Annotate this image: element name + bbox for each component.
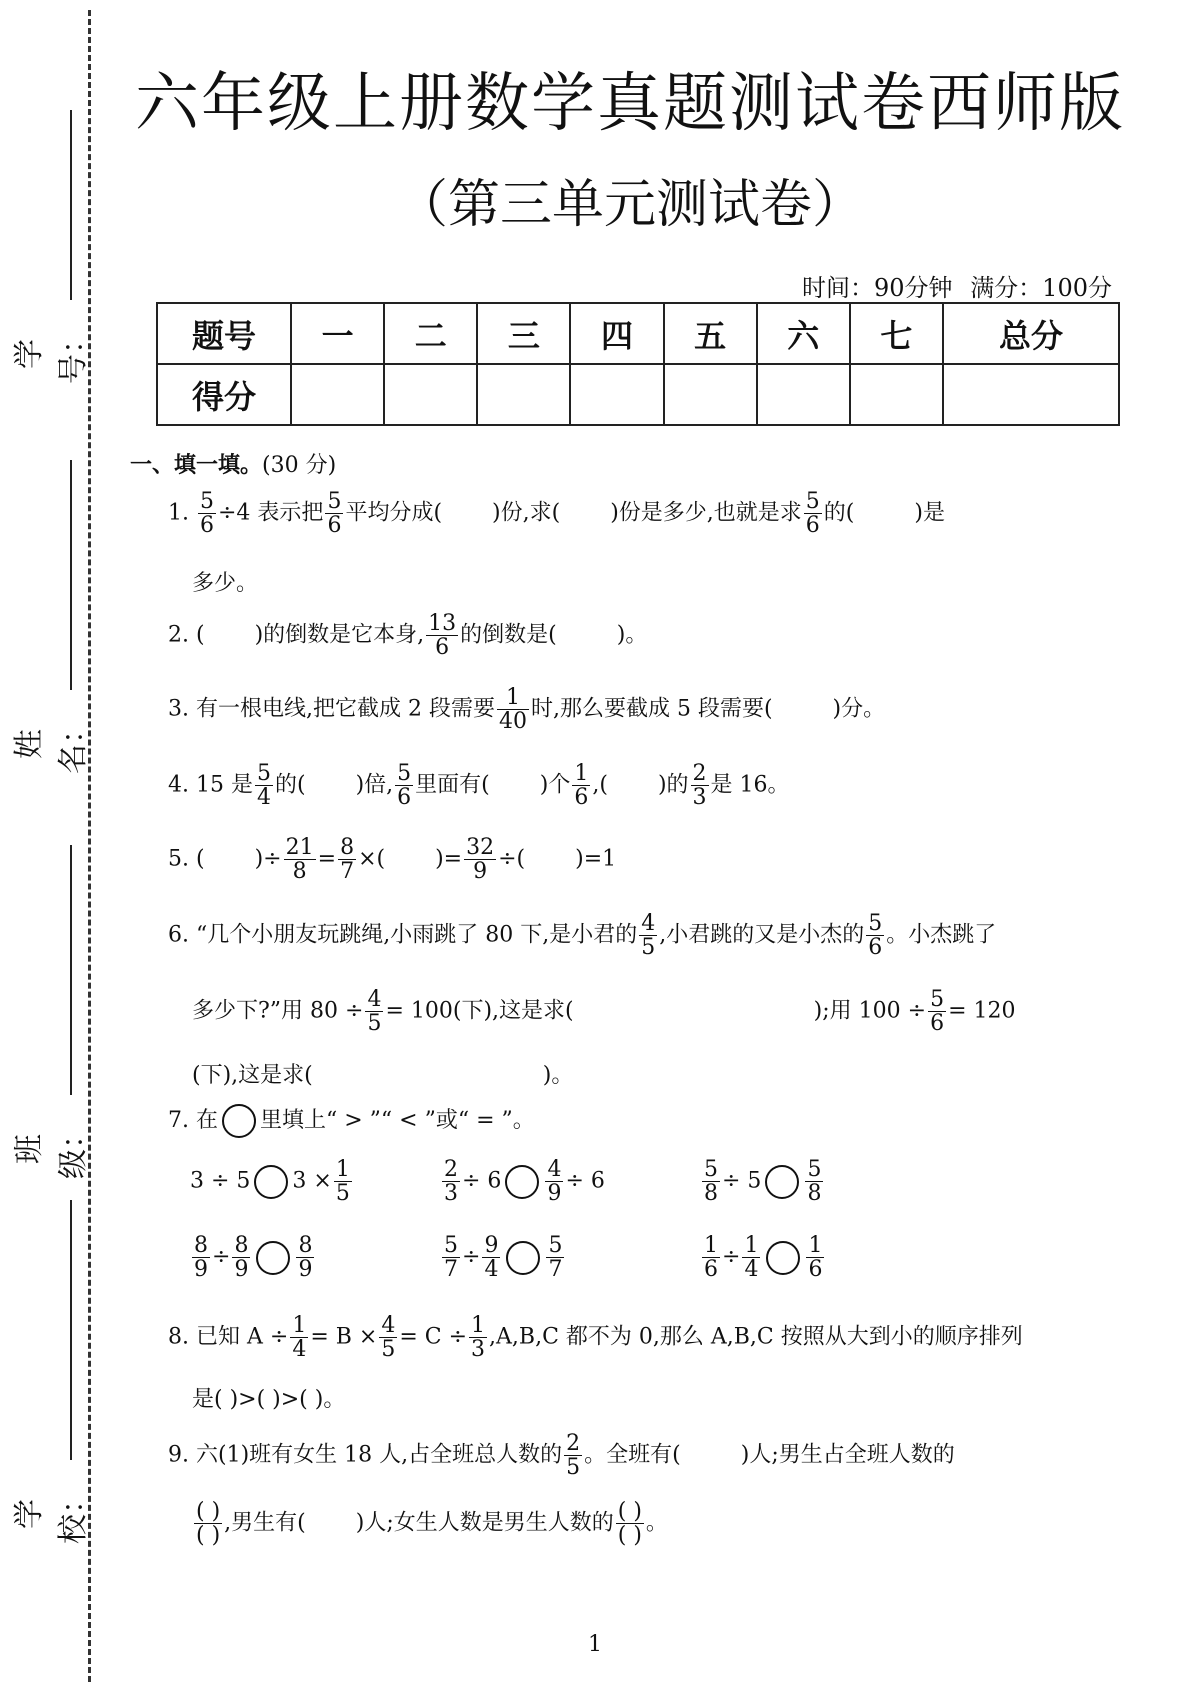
question-text: (	[196, 846, 205, 872]
score-cell[interactable]	[943, 364, 1119, 425]
fraction	[395, 762, 413, 809]
fraction-blank[interactable]	[616, 1500, 644, 1547]
fraction	[255, 762, 273, 809]
circle-icon	[222, 1104, 256, 1138]
numerator: 5	[805, 489, 820, 514]
question-text: )=1	[575, 846, 617, 872]
denominator: 4	[484, 1257, 499, 1283]
question-text: )份是多少,也就是求	[610, 500, 802, 526]
question-text: ,(	[592, 772, 608, 798]
denominator: 8	[704, 1181, 718, 1207]
question-text: 是 16。	[710, 772, 790, 798]
score-cell[interactable]	[570, 364, 663, 425]
compare-text: ÷	[722, 1244, 741, 1270]
numerator: 5	[327, 489, 342, 514]
side-class-label: 班级：	[12, 1119, 91, 1179]
score-header-cell: 总分	[943, 303, 1119, 364]
question-text: “几个小朋友玩跳绳,小雨跳了 80 下,是小君的	[196, 922, 638, 948]
numerator: 1	[335, 1157, 350, 1182]
side-school-label: 学校：	[12, 1484, 91, 1544]
fraction	[365, 988, 383, 1035]
question-text: )人;男生占全班人数的	[740, 1442, 955, 1468]
fraction	[284, 836, 316, 883]
question-8-continuation: 是( )>( )>( )。	[192, 1387, 346, 1412]
numerator: 2	[692, 761, 707, 786]
side-name-field	[12, 460, 91, 774]
denominator: 4	[257, 785, 271, 811]
fraction	[639, 912, 657, 959]
denominator: 7	[548, 1257, 563, 1283]
question-text: 的倒数是(	[460, 622, 557, 648]
question-text: )分。	[832, 696, 886, 722]
denominator: 6	[805, 513, 820, 539]
numerator: ( )	[617, 1499, 642, 1524]
side-class-input-line[interactable]	[70, 845, 72, 1095]
question-1	[168, 490, 1130, 537]
question-text: ,A,B,C 都不为 0,那么 A,B,C 按照从大到小的顺序排列	[489, 1324, 1023, 1350]
question-text: 。小杰跳了	[886, 922, 997, 948]
fraction	[469, 1314, 487, 1361]
numerator: 21	[285, 835, 314, 860]
fraction	[805, 1158, 823, 1205]
score-cell[interactable]	[477, 364, 570, 425]
compare-text: ÷ 6	[565, 1168, 605, 1194]
compare-item	[190, 1234, 316, 1281]
question-text: 的(	[823, 500, 855, 526]
numerator: 9	[484, 1233, 499, 1258]
compare-item	[700, 1234, 826, 1281]
denominator: 6	[868, 935, 883, 961]
score-table-header-row	[157, 303, 1119, 364]
fraction	[564, 1432, 582, 1479]
question-text: 在	[196, 1108, 219, 1133]
question-text: )倍,	[355, 772, 394, 798]
score-header-cell: 二	[384, 303, 477, 364]
question-number: 1.	[168, 500, 189, 526]
numerator: ( )	[196, 1499, 221, 1524]
numerator: 8	[194, 1233, 208, 1258]
score-header-cell: 题号	[157, 303, 291, 364]
compare-circle[interactable]	[766, 1241, 800, 1275]
fraction	[482, 1234, 500, 1281]
question-text: )。	[542, 1063, 574, 1088]
question-text: )。	[616, 622, 648, 648]
fraction	[290, 1314, 308, 1361]
denominator: 5	[381, 1337, 396, 1363]
question-6	[168, 912, 1130, 959]
fraction	[691, 762, 709, 809]
denominator: 3	[692, 785, 707, 811]
page-title: 六年级上册数学真题测试卷西师版	[135, 67, 1125, 141]
fraction	[928, 988, 946, 1035]
compare-text: 3 ÷ 5	[190, 1168, 251, 1194]
side-name-input-line[interactable]	[70, 460, 72, 690]
question-8	[168, 1314, 1130, 1361]
question-3	[168, 686, 1130, 733]
page-subtitle: （第三单元测试卷）	[395, 175, 864, 235]
compare-text: ÷	[462, 1244, 481, 1270]
score-cell[interactable]	[384, 364, 477, 425]
fraction	[338, 836, 356, 883]
question-text: ÷(	[498, 846, 526, 872]
fraction	[426, 612, 458, 659]
section-1-points: (30 分)	[262, 453, 337, 478]
denominator: 6	[397, 785, 412, 811]
question-text: 平均分成(	[345, 500, 443, 526]
question-text: = 120	[948, 998, 1016, 1024]
numerator: 5	[444, 1233, 458, 1258]
numerator: 4	[367, 987, 382, 1012]
question-number: 6.	[168, 922, 189, 948]
numerator: 1	[704, 1233, 718, 1258]
question-text: ÷4 表示把	[218, 500, 324, 526]
compare-circle[interactable]	[256, 1241, 290, 1275]
denominator: 3	[471, 1337, 486, 1363]
question-7	[168, 1104, 1130, 1138]
denominator: 5	[367, 1011, 382, 1037]
score-header-cell: 七	[850, 303, 943, 364]
numerator: 1	[471, 1313, 486, 1338]
numerator: 1	[574, 761, 589, 786]
question-text: = 100(下),这是求(	[385, 998, 574, 1024]
question-number: 4.	[168, 772, 189, 798]
denominator: 9	[194, 1257, 208, 1283]
numerator: 1	[744, 1233, 759, 1258]
score-header-cell: 三	[477, 303, 570, 364]
side-school-field	[12, 1200, 91, 1544]
question-1-continuation: 多少。	[192, 571, 259, 596]
fraction	[192, 1234, 210, 1281]
numerator: 8	[298, 1233, 313, 1258]
question-text: 六(1)班有女生 18 人,占全班总人数的	[196, 1442, 563, 1468]
score-table	[156, 302, 1120, 426]
question-number: 3.	[168, 696, 189, 722]
question-text: 。全班有(	[584, 1442, 681, 1468]
score-cell[interactable]	[757, 364, 850, 425]
denominator: 4	[744, 1257, 759, 1283]
numerator: 32	[466, 835, 495, 860]
fraction	[232, 1234, 250, 1281]
compare-item	[190, 1158, 354, 1205]
fraction	[442, 1234, 460, 1281]
numerator: 1	[808, 1233, 823, 1258]
compare-item	[440, 1234, 566, 1281]
fraction	[866, 912, 884, 959]
question-6-line-2	[192, 988, 1130, 1035]
fraction	[497, 686, 529, 733]
denominator: 5	[335, 1181, 350, 1207]
denominator: 6	[435, 635, 450, 661]
denominator: 5	[566, 1455, 581, 1481]
side-school-input-line[interactable]	[70, 1200, 72, 1460]
question-text: ×(	[358, 846, 386, 872]
numerator: 5	[257, 761, 271, 786]
numerator: 4	[547, 1157, 562, 1182]
numerator: 5	[548, 1233, 563, 1258]
side-id-field	[12, 110, 91, 384]
numerator: 1	[497, 686, 529, 710]
numerator: 5	[807, 1157, 822, 1182]
fraction	[804, 490, 822, 537]
fraction	[198, 490, 216, 537]
question-9-line-2	[192, 1500, 1130, 1547]
denominator: 6	[930, 1011, 945, 1037]
score-header-cell: 四	[570, 303, 663, 364]
denominator: ( )	[196, 1523, 221, 1549]
fraction	[379, 1314, 397, 1361]
denominator: 4	[292, 1337, 307, 1363]
question-text: ,男生有(	[224, 1510, 306, 1536]
numerator: 4	[381, 1313, 396, 1338]
numerator: 5	[397, 761, 412, 786]
question-text: 已知 A ÷	[196, 1324, 289, 1350]
side-id-label: 学号：	[12, 324, 91, 384]
denominator: 40	[498, 709, 527, 735]
compare-circle[interactable]	[506, 1241, 540, 1275]
question-text: )的倒数是它本身,	[254, 622, 425, 648]
numerator: 2	[566, 1431, 581, 1456]
denominator: 3	[444, 1181, 458, 1207]
question-text: ,小君跳的又是小杰的	[659, 922, 865, 948]
question-text: (	[196, 622, 205, 648]
question-text: 。	[645, 1510, 668, 1536]
numerator: 5	[704, 1157, 718, 1182]
denominator: 6	[327, 513, 342, 539]
numerator: 5	[200, 489, 214, 514]
fraction-blank[interactable]	[194, 1500, 222, 1547]
question-text: 时,那么要截成 5 段需要(	[530, 696, 773, 722]
question-text: );用 100 ÷	[813, 998, 927, 1024]
numerator: 8	[340, 835, 355, 860]
score-cell[interactable]	[664, 364, 757, 425]
compare-text: 3 ×	[292, 1168, 332, 1194]
question-text: 15 是	[196, 772, 253, 798]
numerator: 1	[292, 1313, 307, 1338]
question-text: = B ×	[310, 1324, 378, 1350]
score-row-label: 得分	[157, 364, 291, 425]
denominator: 9	[298, 1257, 313, 1283]
question-5	[168, 836, 1130, 883]
compare-item	[700, 1158, 825, 1205]
question-text: = C ÷	[399, 1324, 468, 1350]
denominator: ( )	[617, 1523, 642, 1549]
fraction	[296, 1234, 314, 1281]
compare-circle[interactable]	[505, 1165, 539, 1199]
fraction	[546, 1234, 564, 1281]
fraction	[702, 1234, 720, 1281]
compare-text: ÷	[212, 1244, 231, 1270]
side-id-input-line[interactable]	[70, 110, 72, 300]
question-text: )是	[914, 500, 945, 526]
question-text: )个	[539, 772, 571, 798]
denominator: 6	[704, 1257, 718, 1283]
question-6-line-3	[192, 1058, 1130, 1089]
compare-text: ÷ 5	[722, 1168, 762, 1194]
fraction	[806, 1234, 824, 1281]
fraction	[442, 1158, 460, 1205]
question-text: )份,求(	[492, 500, 561, 526]
question-number: 5.	[168, 846, 189, 872]
denominator: 6	[808, 1257, 823, 1283]
denominator: 8	[807, 1181, 822, 1207]
numerator: 5	[930, 987, 945, 1012]
question-text: )的	[657, 772, 689, 798]
fraction	[572, 762, 590, 809]
question-text: 有一根电线,把它截成 2 段需要	[196, 696, 495, 722]
fraction	[702, 1158, 720, 1205]
binding-dashed-line	[88, 10, 91, 1682]
fraction	[325, 490, 343, 537]
exam-time: 时间：90分钟	[802, 274, 953, 302]
denominator: 7	[444, 1257, 458, 1283]
question-text: 多少下?”用 80 ÷	[192, 998, 364, 1024]
exam-full-score: 满分：100分	[970, 274, 1112, 302]
side-class-field	[12, 845, 91, 1179]
question-text: (下),这是求(	[192, 1063, 313, 1088]
fraction	[545, 1158, 563, 1205]
fraction	[334, 1158, 352, 1205]
exam-meta	[792, 268, 1112, 303]
question-number: 9.	[168, 1442, 189, 1468]
score-cell[interactable]	[850, 364, 943, 425]
question-number: 7.	[168, 1108, 189, 1133]
denominator: 5	[641, 935, 656, 961]
score-table-score-row	[157, 364, 1119, 425]
question-9	[168, 1432, 1130, 1479]
denominator: 6	[574, 785, 589, 811]
compare-text: ÷ 6	[462, 1168, 502, 1194]
denominator: 9	[547, 1181, 562, 1207]
question-text: )=	[435, 846, 463, 872]
score-header-cell: 六	[757, 303, 850, 364]
numerator: 8	[234, 1233, 249, 1258]
numerator: 2	[444, 1157, 458, 1182]
denominator: 6	[200, 513, 214, 539]
question-2	[168, 612, 1130, 659]
denominator: 8	[292, 859, 307, 885]
question-text: 的(	[275, 772, 306, 798]
numerator: 5	[868, 911, 883, 936]
denominator: 7	[340, 859, 355, 885]
question-text: 里面有(	[415, 772, 490, 798]
question-text: )人;女生人数是男生人数的	[355, 1510, 614, 1536]
section-1-heading	[130, 448, 336, 479]
question-text: 里填上“ > ”“ < ”或“ = ”。	[260, 1108, 535, 1133]
section-1-title: 一、填一填。	[130, 452, 263, 478]
fraction	[464, 836, 496, 883]
compare-item	[440, 1158, 605, 1205]
numerator: 4	[641, 911, 656, 936]
denominator: 9	[234, 1257, 249, 1283]
question-number: 2.	[168, 622, 189, 648]
question-number: 8.	[168, 1324, 189, 1350]
score-cell[interactable]	[291, 364, 384, 425]
score-header-cell: 五	[664, 303, 757, 364]
denominator: 9	[473, 859, 488, 885]
compare-circle[interactable]	[254, 1165, 288, 1199]
score-header-cell: 一	[291, 303, 384, 364]
question-text: )÷	[254, 846, 282, 872]
compare-circle[interactable]	[765, 1165, 799, 1199]
page-number: 1	[588, 1632, 602, 1657]
side-name-label: 姓名：	[12, 714, 91, 774]
question-text: =	[317, 846, 337, 872]
numerator: 13	[428, 611, 457, 636]
fraction	[742, 1234, 760, 1281]
question-4	[168, 762, 1130, 809]
